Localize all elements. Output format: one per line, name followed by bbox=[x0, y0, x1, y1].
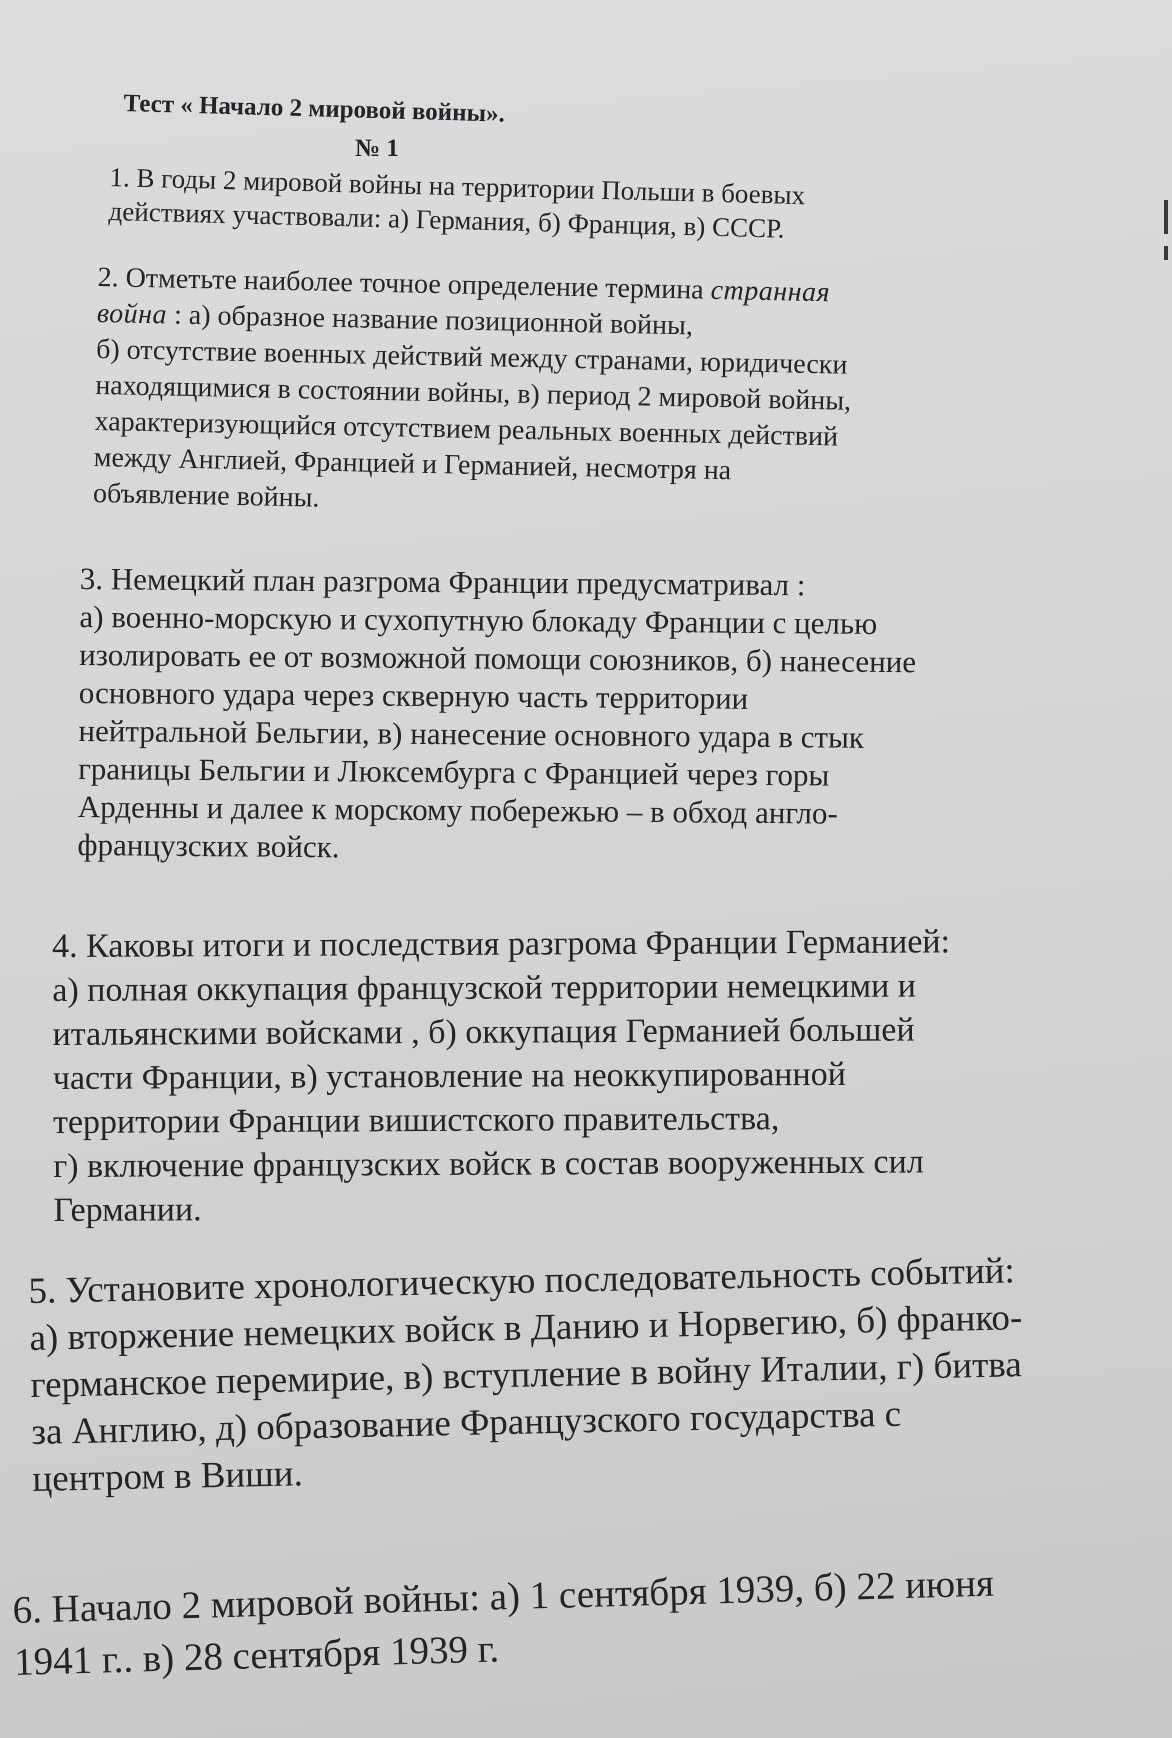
question-line: границы Бельгии и Люксембурга с Францией через горы bbox=[78, 750, 830, 793]
question-line: германское перемирие, в) вступление в войну Италии, г) битва bbox=[30, 1344, 1023, 1406]
question-line: характеризующийся отсутствием реальных военных действий bbox=[94, 405, 839, 453]
question-2 bbox=[93, 260, 854, 528]
question-1 bbox=[108, 160, 805, 246]
question-line: части Франции, в) установление на неоккупированной bbox=[52, 1055, 846, 1097]
question-line: действиях участвовали: а) Германия, б) Франция, в) СССР. bbox=[108, 195, 785, 244]
question-line: центром в Виши. bbox=[32, 1453, 304, 1500]
question-text: 2. Отметьте наиболее точное определение термина bbox=[97, 261, 711, 306]
question-line: 3. Немецкий план разгрома Франции предусматривал : bbox=[79, 560, 806, 603]
question-3 bbox=[77, 560, 917, 871]
question-line: Германии. bbox=[53, 1191, 202, 1229]
question-line: находящимися в состоянии войны, в) период 2 мировой войны, bbox=[95, 369, 852, 417]
question-line: 4. Каковы итоги и последствия разгрома Франции Германией: bbox=[52, 923, 951, 965]
term-italic: война bbox=[96, 297, 168, 331]
question-line: 6. Начало 2 мировой войны: а) 1 сентября 1939, б) 22 июня bbox=[12, 1561, 995, 1632]
question-4 bbox=[52, 920, 952, 1233]
question-text: : а) образное название позиционной войны, bbox=[166, 299, 694, 342]
question-line: а) вторжение немецких войск в Данию и Норвегию, б) франко- bbox=[29, 1297, 1023, 1359]
question-line: итальянскими войсками , б) оккупация Германией большей bbox=[52, 1011, 915, 1053]
question-line: а) полная оккупация французской территории немецкими и bbox=[52, 967, 917, 1009]
question-line: б) отсутствие военных действий между странами, юридически bbox=[95, 333, 848, 381]
question-line: объявление войны. bbox=[92, 477, 320, 514]
question-6 bbox=[12, 1558, 996, 1689]
question-line: нейтральной Бельгии, в) нанесение основного удара в стык bbox=[78, 712, 865, 755]
question-line: 5. Установите хронологическую последовательность событий: bbox=[28, 1250, 1016, 1312]
question-line: г) включение французских войск в состав вооруженных сил bbox=[53, 1143, 924, 1185]
question-line: 1941 г.. в) 28 сентября 1939 г. bbox=[13, 1627, 500, 1684]
page-edge-mark bbox=[1164, 246, 1168, 260]
question-line: между Англией, Францией и Германией, несмотря на bbox=[93, 441, 732, 487]
test-number: № 1 bbox=[355, 135, 399, 162]
question-line: а) военно-морскую и сухопутную блокаду Франции с целью bbox=[79, 598, 878, 641]
question-line: французских войск. bbox=[77, 826, 340, 865]
question-line: Арденны и далее к морскому побережью – в обход англо- bbox=[77, 788, 838, 831]
question-line: территории Франции вишистского правительства, bbox=[52, 1100, 780, 1141]
test-title: Тест « Начало 2 мировой войны». bbox=[123, 89, 506, 128]
question-line: 1. В годы 2 мировой войны на территории Польши в боевых bbox=[109, 161, 806, 211]
question-line: за Англию, д) образование Французского государства с bbox=[31, 1393, 902, 1453]
question-line: изолировать ее от возможной помощи союзников, б) нанесение bbox=[79, 636, 917, 680]
question-line: основного удара через скверную часть территории bbox=[78, 674, 749, 716]
question-5 bbox=[28, 1247, 1026, 1503]
page-edge-mark bbox=[1164, 200, 1168, 234]
term-italic: странная bbox=[710, 274, 831, 309]
